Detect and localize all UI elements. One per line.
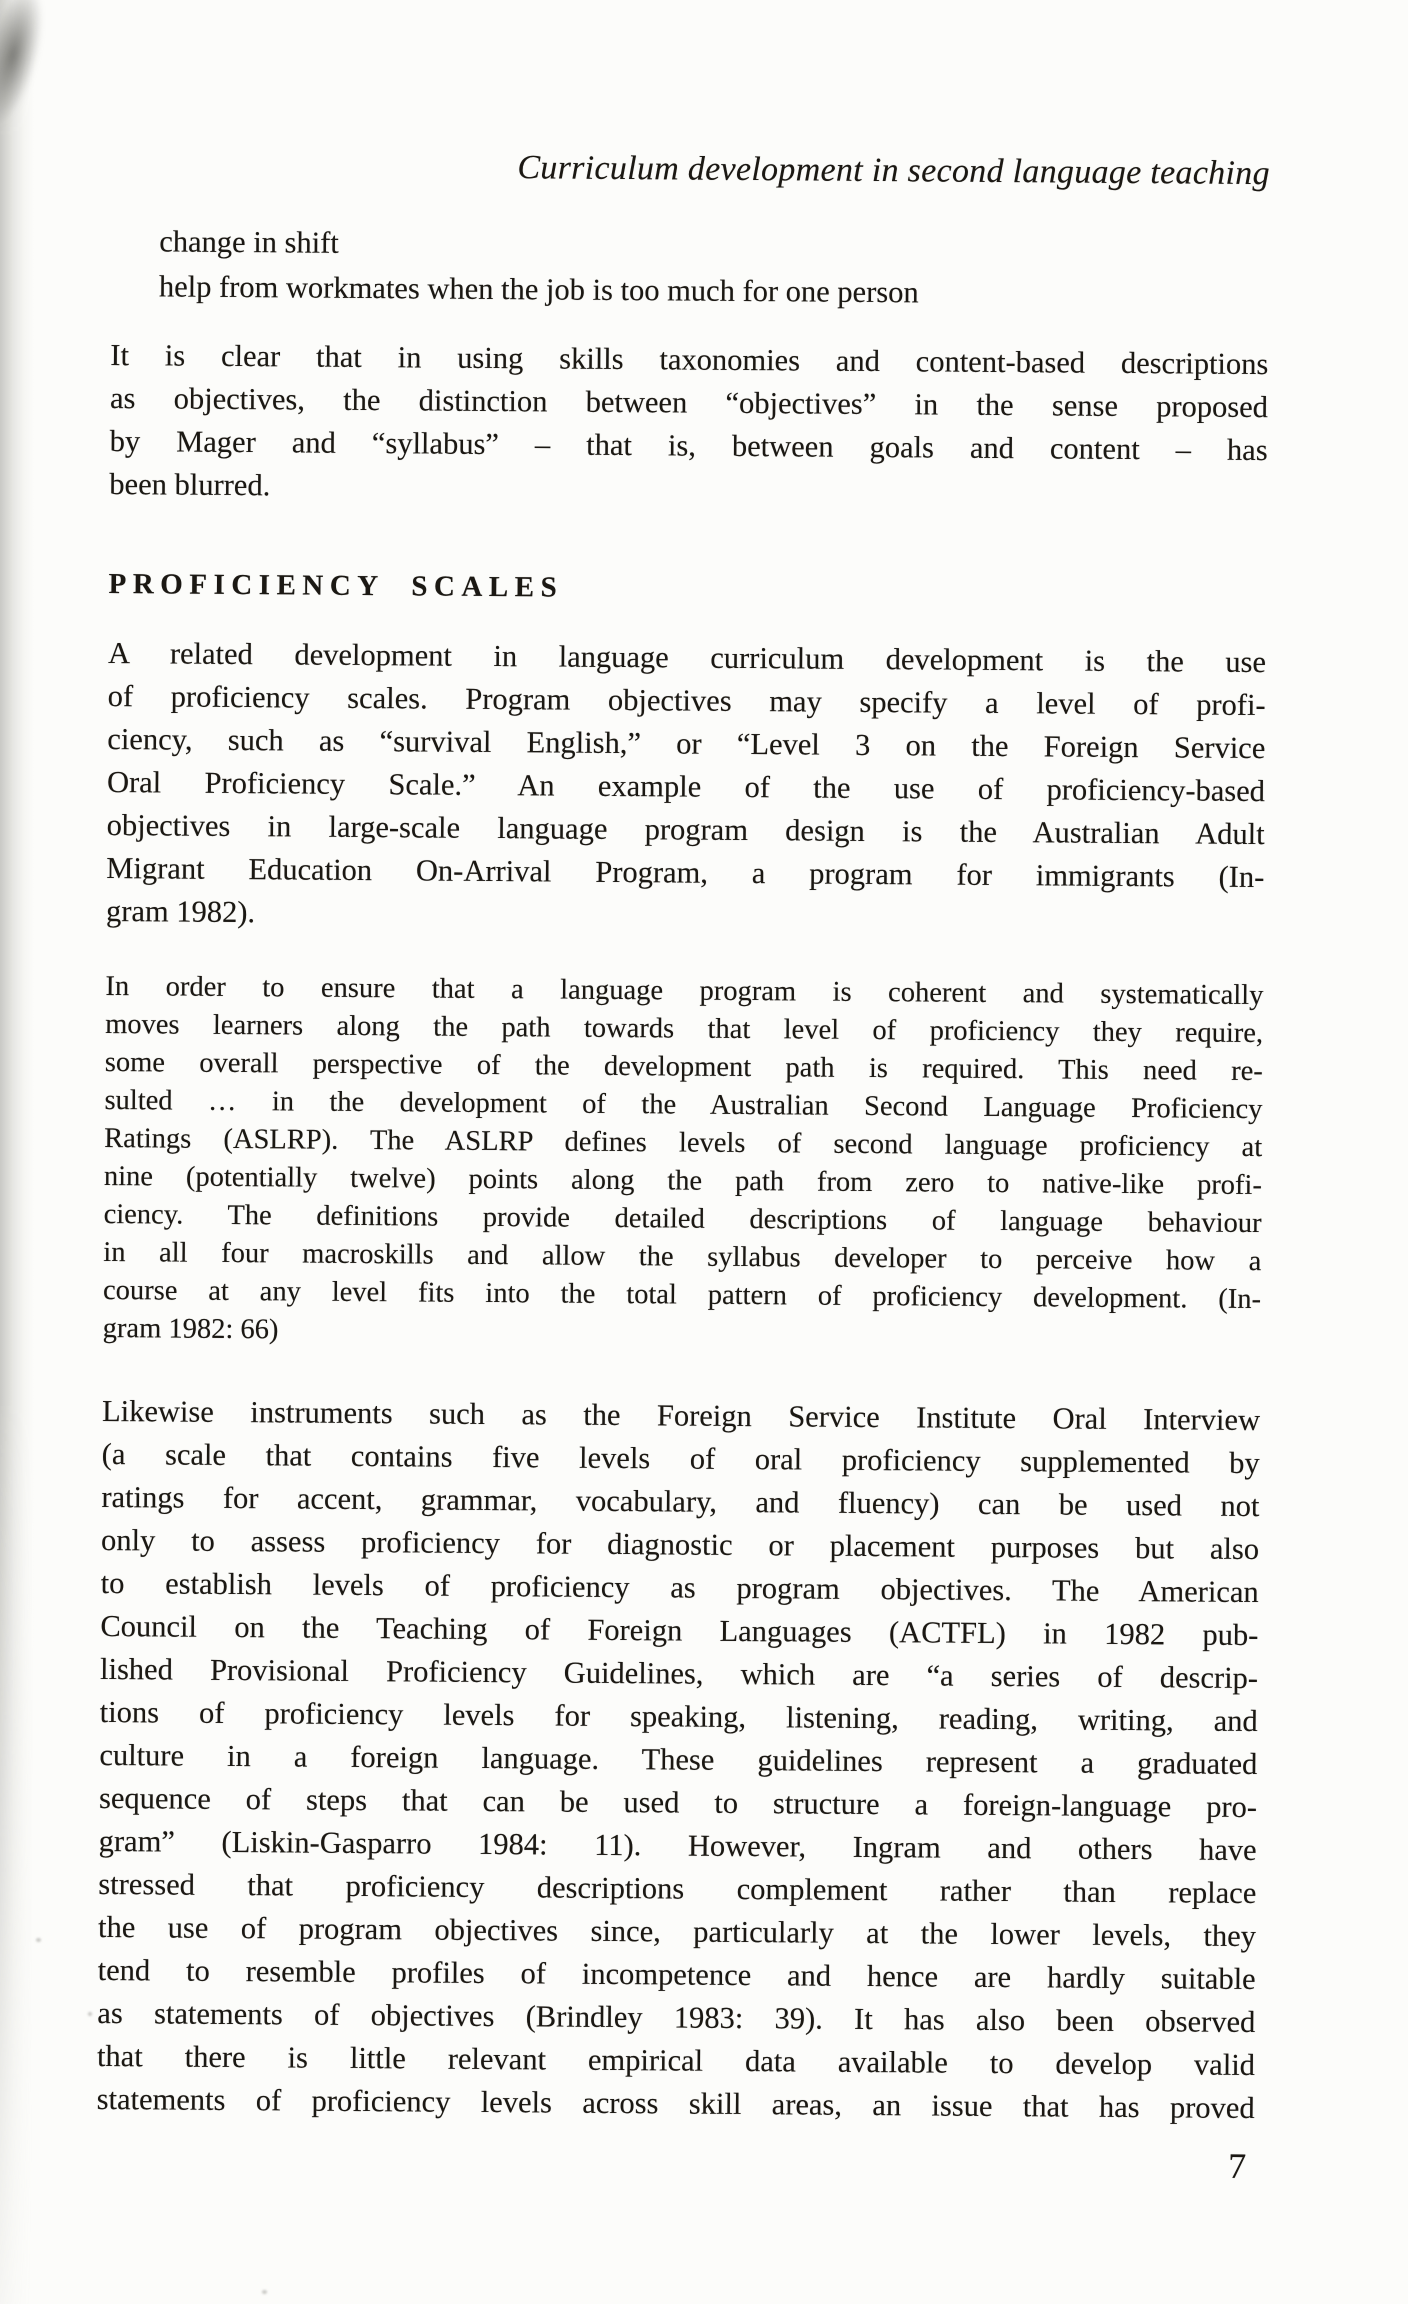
text-line: been blurred. [109,466,271,503]
text-line: tions of proficiency levels for speaking, listening, reading, writing, and [99,1694,1258,1739]
text-line: sequence of steps that can be used to structure a foreign-language pro- [98,1780,1258,1825]
text-line: only to assess proficiency for diagnostic or placement purposes but also [100,1522,1260,1567]
text-line: as objectives, the distinction between “objectives” in the sense proposed [109,380,1269,425]
text-line: lished Provisional Proficiency Guidelines, which are “a series of descrip- [99,1651,1259,1696]
text-line: the use of program objectives since, particularly at the lower levels, they [97,1909,1257,1954]
text-line: stressed that proficiency descriptions complement rather than replace [98,1866,1257,1911]
text-line: Ratings (ASLRP). The ASLRP defines levels of second language proficiency at [104,1122,1263,1164]
text-line: culture in a foreign language. These guidelines represent a graduated [99,1737,1258,1782]
text-line: as statements of objectives (Brindley 1983: 39). It has also been observed [97,1995,1256,2040]
block-quote-ingram [103,968,1264,1357]
text-line: Oral Proficiency Scale.” An example of the use of proficiency-based [106,764,1266,809]
text-line: gram 1982). [105,893,256,930]
text-line: gram” (Liskin-Gasparro 1984: 11). However, Ingram and others have [98,1823,1257,1868]
page-number: 7 [1228,2145,1247,2186]
running-head: Curriculum development in second language teaching [517,149,1270,193]
carryover-quote-lines [159,219,1270,318]
text-line: It is clear that in using skills taxonomies and content-based descriptions [110,337,1269,382]
text-line: tend to resemble profiles of incompetence and hence are hardly suitable [97,1952,1256,1997]
text-line: statements of proficiency levels across skill areas, an issue that has proved [96,2081,1255,2126]
text-line: (a scale that contains five levels of oral proficiency supplemented by [101,1436,1260,1481]
text-line: course at any level fits into the total pattern of proficiency development. (In- [102,1274,1262,1316]
text-line: A related development in language curriculum development is the use [107,635,1267,680]
text-line: ciency. The definitions provide detailed descriptions of language behaviour [103,1198,1262,1240]
text-line: of proficiency scales. Program objectives may specify a level of profi- [107,678,1266,723]
paragraph-likewise-actfl [97,1390,1261,2130]
text-line: gram 1982: 66) [102,1312,279,1346]
text-line: by Mager and “syllabus” – that is, between goals and content – has [109,423,1268,468]
paragraph-proficiency-scales [106,632,1266,942]
text-line: moves learners along the path towards that level of proficiency they require, [105,1008,1264,1050]
text-line: that there is little relevant empirical data available to develop valid [96,2038,1256,2083]
text-line: Council on the Teaching of Foreign Languages (ACTFL) in 1982 pub- [100,1608,1259,1653]
text-line: nine (potentially twelve) points along the path from zero to native-like profi- [103,1160,1263,1202]
text-line: to establish levels of proficiency as program objectives. The American [100,1565,1259,1610]
text-line: help from workmates when the job is too much for one person [158,269,919,310]
text-line: Migrant Education On-Arrival Program, a program for immigrants (In- [106,850,1265,895]
text-line: Likewise instruments such as the Foreign Service Institute Oral Interview [101,1393,1261,1438]
text-line: objectives in large-scale language program design is the Australian Adult [106,807,1265,852]
paragraph-objectives-blurred [109,334,1268,515]
section-heading-proficiency-scales: PROFICIENCY SCALES [108,567,564,604]
text-line: sulted … in the development of the Australian Second Language Proficiency [104,1084,1263,1126]
text-line: in all four macroskills and allow the syllabus developer to perceive how a [103,1236,1262,1278]
text-line: change in shift [159,224,339,260]
text-line: In order to ensure that a language program is coherent and systematically [105,970,1264,1012]
text-line: some overall perspective of the development path is required. This need re- [104,1046,1263,1088]
text-line: ratings for accent, grammar, vocabulary, and fluency) can be used not [101,1479,1260,1524]
text-line: ciency, such as “survival English,” or “Level 3 on the Foreign Service [107,721,1266,766]
